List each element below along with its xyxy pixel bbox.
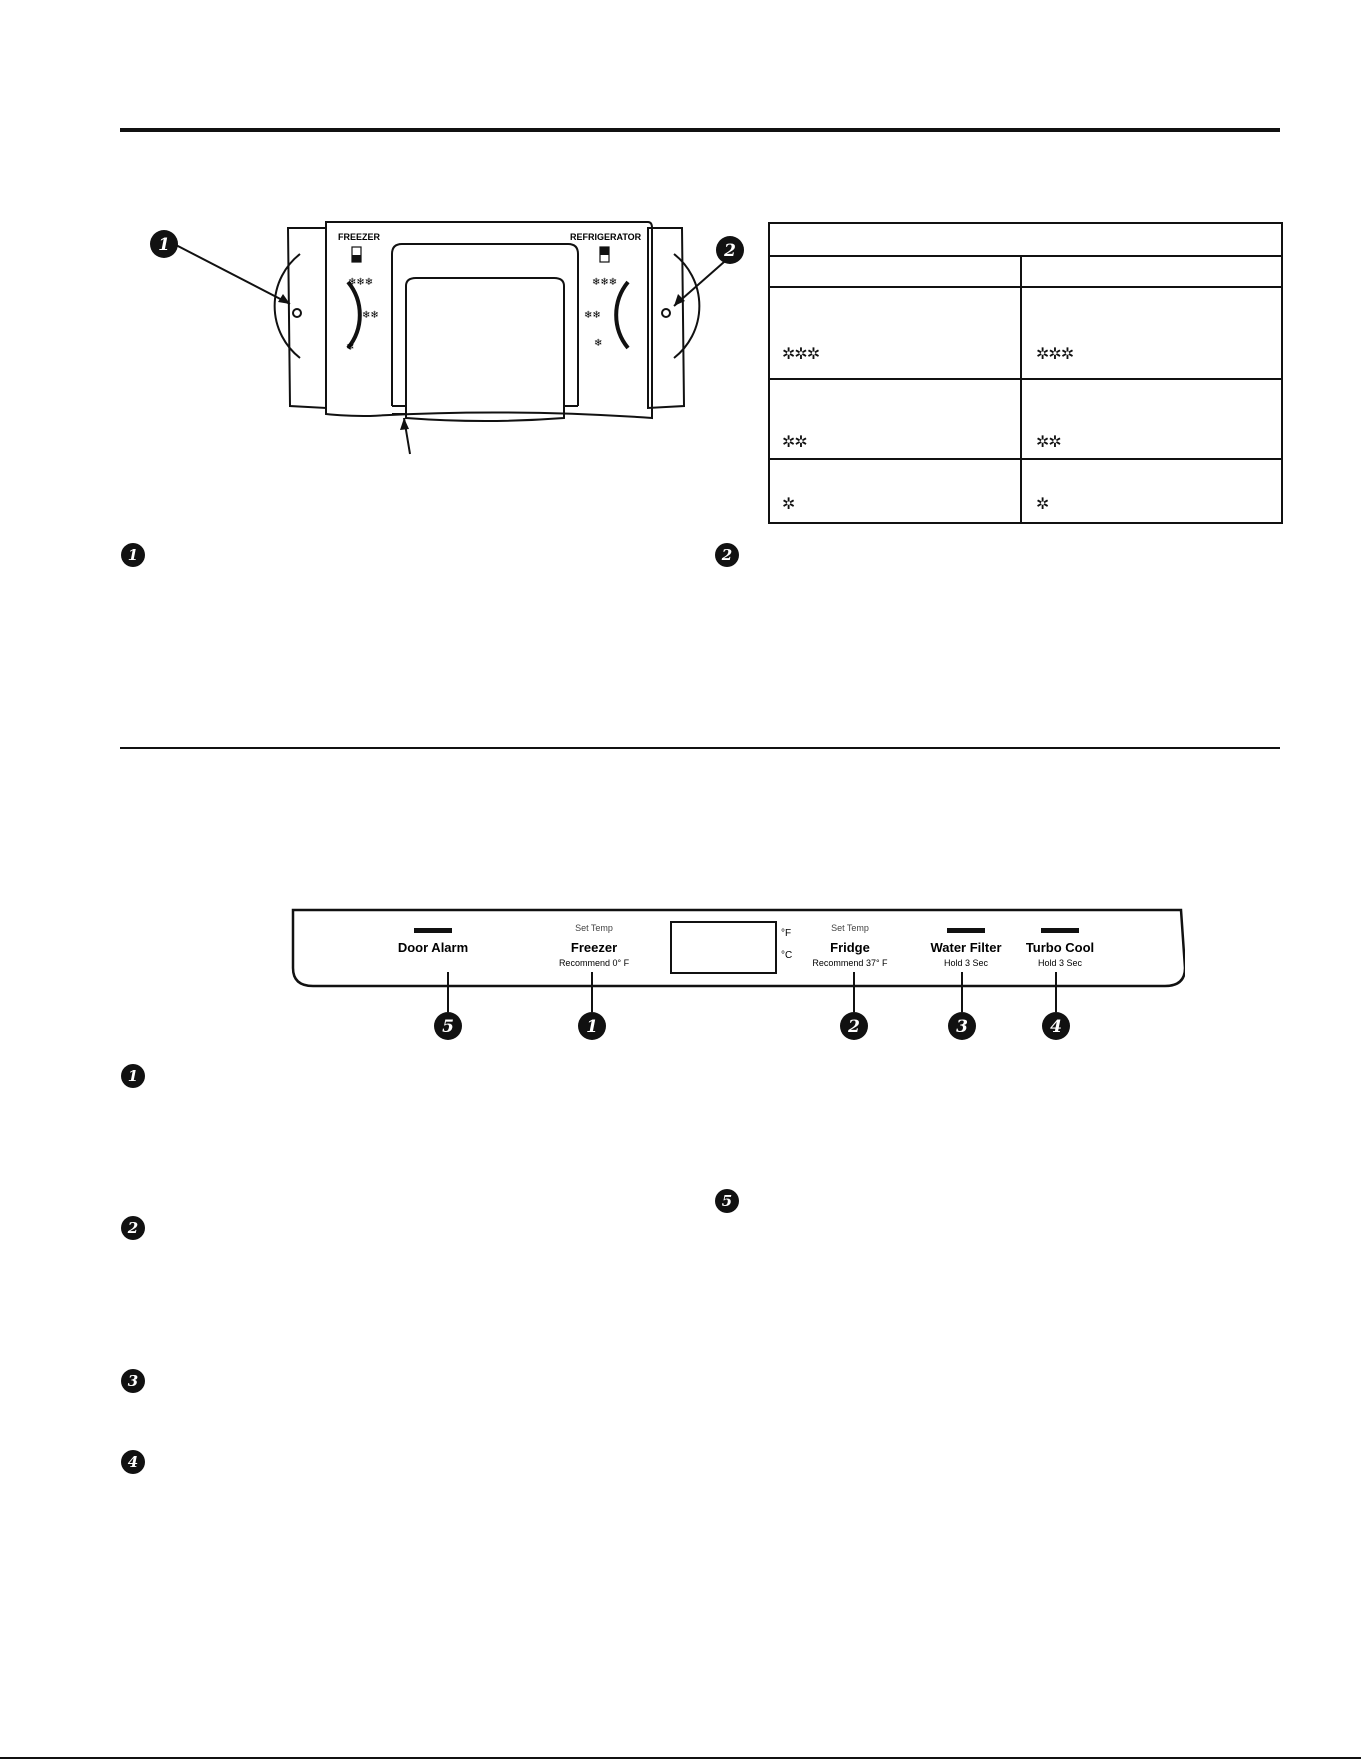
table-cell-fridge-low: ✲ (1036, 494, 1049, 513)
turbo-cool-label[interactable]: Turbo Cool (1025, 940, 1095, 955)
freezer-compartment-icon (352, 247, 361, 262)
section2-marker-2: 2 (121, 1216, 145, 1240)
unit-celsius: °C (781, 950, 793, 961)
door-alarm-label[interactable]: Door Alarm (397, 940, 469, 955)
fridge-recommend-text: Recommend 37° F (812, 958, 888, 968)
section1-marker-2: 2 (715, 543, 739, 567)
table-cell-fridge-high: ✲✲✲ (1036, 344, 1074, 363)
section1-marker-1: 1 (121, 543, 145, 567)
section2-marker-4: 4 (121, 1450, 145, 1474)
table-header-row (770, 257, 1281, 288)
table-row (770, 288, 1281, 380)
freezer-knob-point (293, 309, 301, 317)
panel-callout-1-label: 1 (586, 1017, 598, 1037)
section2-marker-5: 5 (715, 1189, 739, 1213)
water-filter-hold-text: Hold 3 Sec (943, 958, 989, 968)
table-cell-freezer-high: ✲✲✲ (782, 344, 820, 363)
refrigerator-mark-mid: ❄❄ (584, 310, 601, 321)
door-alarm-indicator (414, 928, 452, 933)
fridge-compartment-icon (600, 247, 609, 262)
panel-callout-2-label: 2 (848, 1017, 860, 1037)
water-filter-label[interactable]: Water Filter (930, 940, 1002, 955)
table-cell-freezer-mid: ✲✲ (782, 432, 807, 451)
freezer-mark-low: ❄ (346, 342, 355, 353)
section2-marker-3: 3 (121, 1369, 145, 1393)
refrigerator-dial-arc (616, 282, 628, 348)
control-panel-diagram (285, 900, 1185, 1060)
section2-marker-1: 1 (121, 1064, 145, 1088)
turbo-cool-hold-text: Hold 3 Sec (1037, 958, 1083, 968)
panel-callout-4-label: 4 (1050, 1017, 1062, 1037)
freezer-mark-mid: ❄❄ (362, 310, 379, 321)
refrigerator-knob-point (662, 309, 670, 317)
footer-rule (0, 1757, 1361, 1759)
table-row (770, 380, 1281, 460)
freezer-recommend-text: Recommend 0° F (558, 958, 630, 968)
freezer-dial-arc (348, 282, 360, 348)
dial-control-diagram (130, 210, 770, 550)
panel-callout-5-label: 5 (442, 1017, 454, 1037)
refrigerator-mark-low: ❄ (594, 338, 603, 349)
panel-callout-3-label: 3 (956, 1017, 968, 1037)
turbo-cool-indicator (1041, 928, 1079, 933)
table-column-divider (1020, 257, 1022, 524)
table-title-row (770, 224, 1281, 257)
left-side-panel (288, 228, 326, 408)
freezer-set-temp-caption: Set Temp (575, 923, 613, 933)
callout-badge-2-label: 2 (724, 241, 736, 261)
section-divider (120, 747, 1280, 749)
unit-fahrenheit: °F (781, 928, 792, 939)
freezer-mark-high: ❄❄❄ (348, 277, 374, 288)
refrigerator-dial-label: REFRIGERATOR (570, 232, 642, 242)
fridge-button-label[interactable]: Fridge (830, 940, 870, 955)
fridge-set-temp-caption: Set Temp (831, 923, 869, 933)
light-cover-outer (392, 244, 578, 406)
settings-table (768, 222, 1283, 524)
temperature-display (671, 922, 776, 973)
water-filter-indicator (947, 928, 985, 933)
freezer-dial-label: FREEZER (338, 232, 381, 242)
light-cover-inner (406, 278, 564, 421)
callout-arrow-1 (174, 244, 290, 304)
table-cell-fridge-mid: ✲✲ (1036, 432, 1061, 451)
freezer-button-label[interactable]: Freezer (570, 940, 618, 955)
top-rule (120, 128, 1280, 132)
table-cell-freezer-low: ✲ (782, 494, 795, 513)
refrigerator-mark-high: ❄❄❄ (592, 277, 618, 288)
callout-badge-1-label: 1 (158, 235, 170, 255)
